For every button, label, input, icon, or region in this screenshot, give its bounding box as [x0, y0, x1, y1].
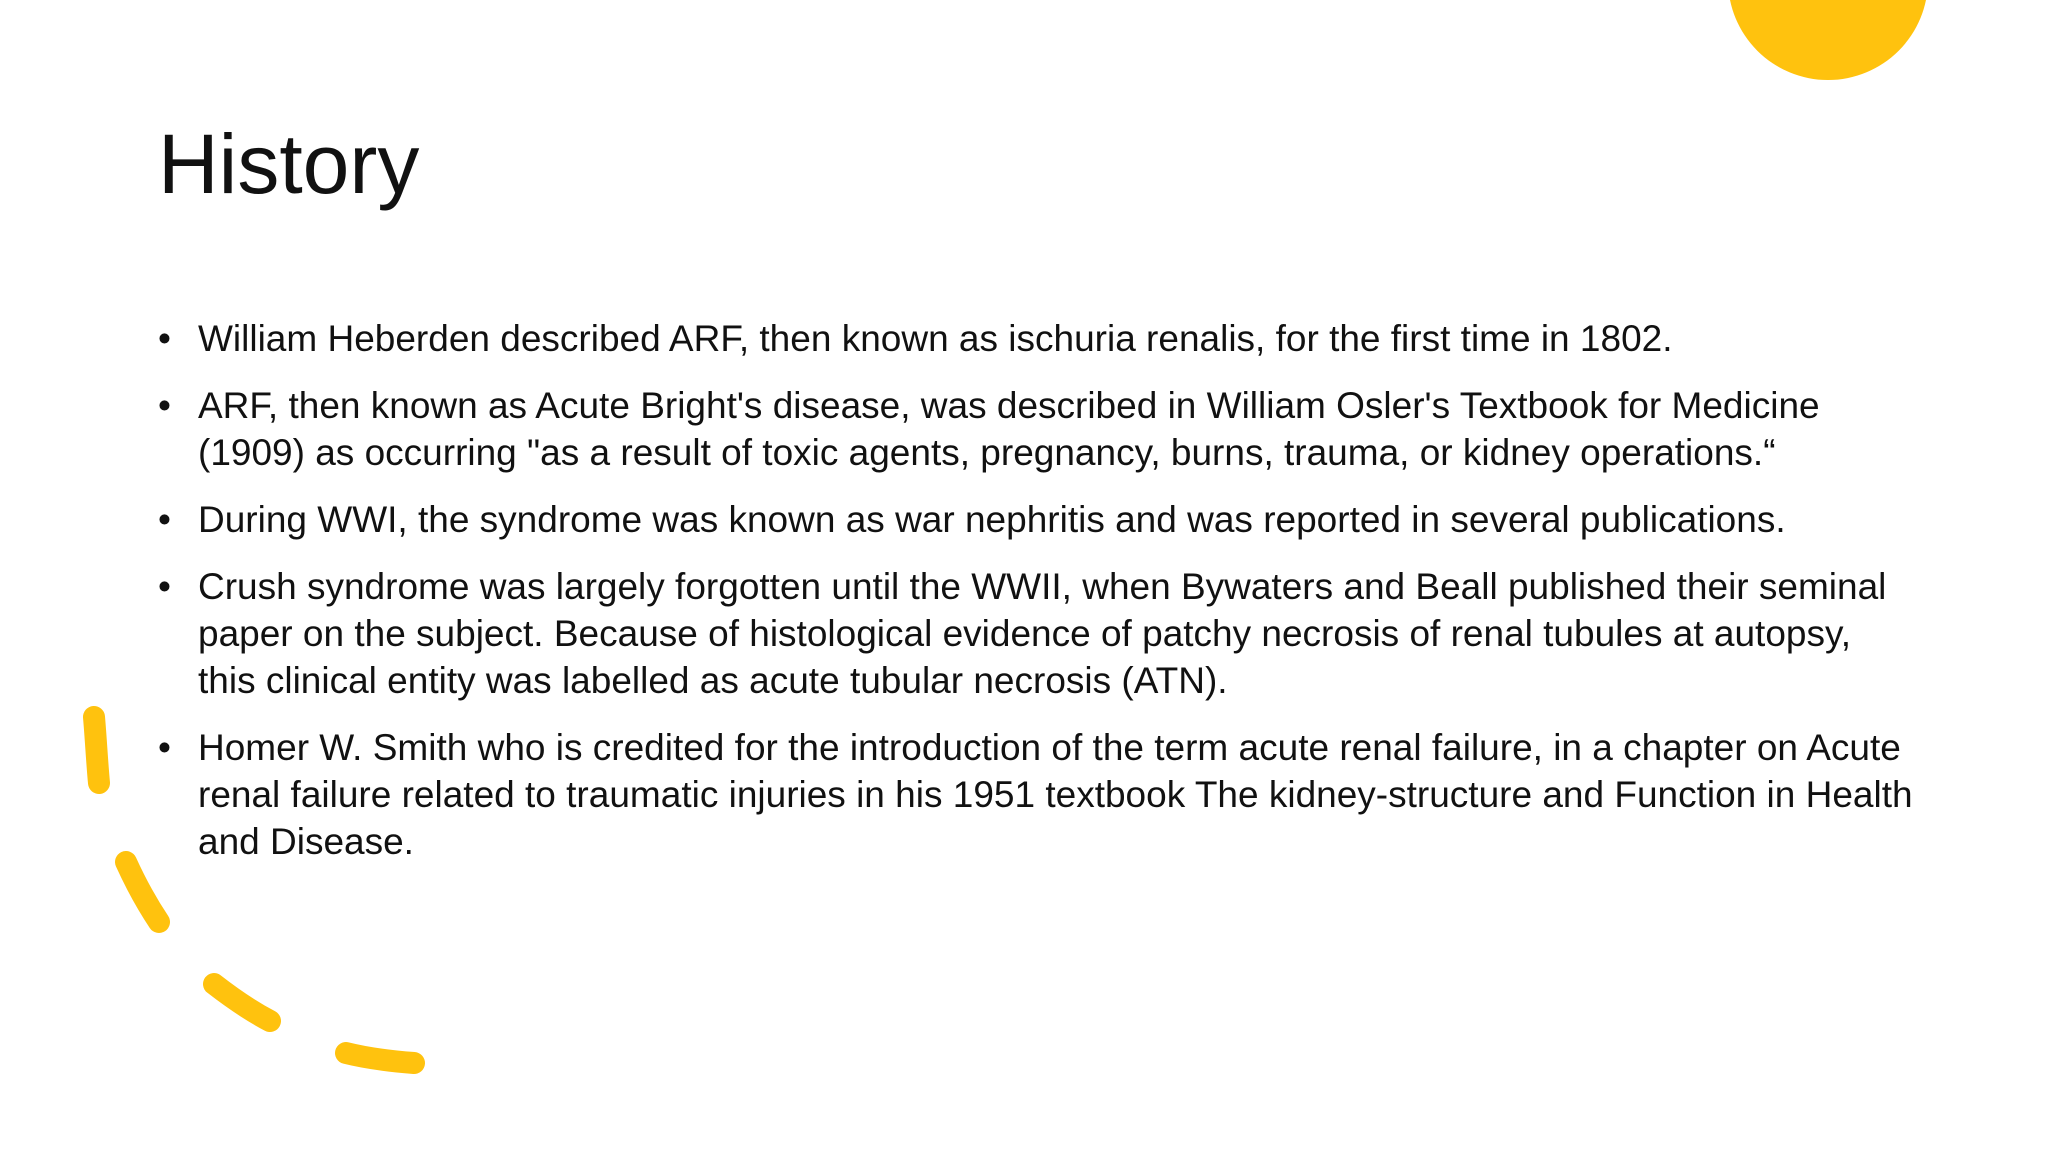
- decorative-yellow-circle: [1728, 0, 1928, 80]
- bullet-item-5: [158, 724, 1918, 865]
- bullet-text: Crush syndrome was largely forgotten until the WWII, when Bywaters and Beall published their seminal paper on the subject. Because of histological evidence of patchy necrosis of renal tubules at autopsy, this clinical entity was labelled as acute tubular necrosis (ATN).: [198, 566, 1887, 701]
- dash-2: [126, 862, 159, 922]
- dash-3: [214, 984, 270, 1021]
- bullet-item-4: [158, 563, 1918, 704]
- slide-title: History: [158, 117, 420, 211]
- bullet-marker: •: [158, 499, 171, 540]
- bullet-text: ARF, then known as Acute Bright's disease, was described in William Osler's Textbook for Medicine (1909) as occurring "as a result of toxic agents, pregnancy, burns, trauma, or kidney operations.“: [198, 385, 1820, 473]
- bullet-list: [158, 315, 1918, 885]
- bullet-marker: •: [158, 727, 171, 768]
- dash-4: [346, 1053, 414, 1063]
- bullet-item-1: [158, 315, 1918, 362]
- bullet-item-2: [158, 382, 1918, 476]
- bullet-text: Homer W. Smith who is credited for the introduction of the term acute renal failure, in a chapter on Acute renal failure related to traumatic injuries in his 1951 textbook The kidney-structure and Function in Health and Disease.: [198, 727, 1913, 862]
- bullet-marker: •: [158, 385, 171, 426]
- dash-1: [94, 717, 99, 783]
- bullet-item-3: [158, 496, 1918, 543]
- bullet-text: During WWI, the syndrome was known as war nephritis and was reported in several publications.: [198, 499, 1786, 540]
- bullet-text: William Heberden described ARF, then known as ischuria renalis, for the first time in 1802.: [198, 318, 1673, 359]
- bullet-marker: •: [158, 566, 171, 607]
- bullet-marker: •: [158, 318, 171, 359]
